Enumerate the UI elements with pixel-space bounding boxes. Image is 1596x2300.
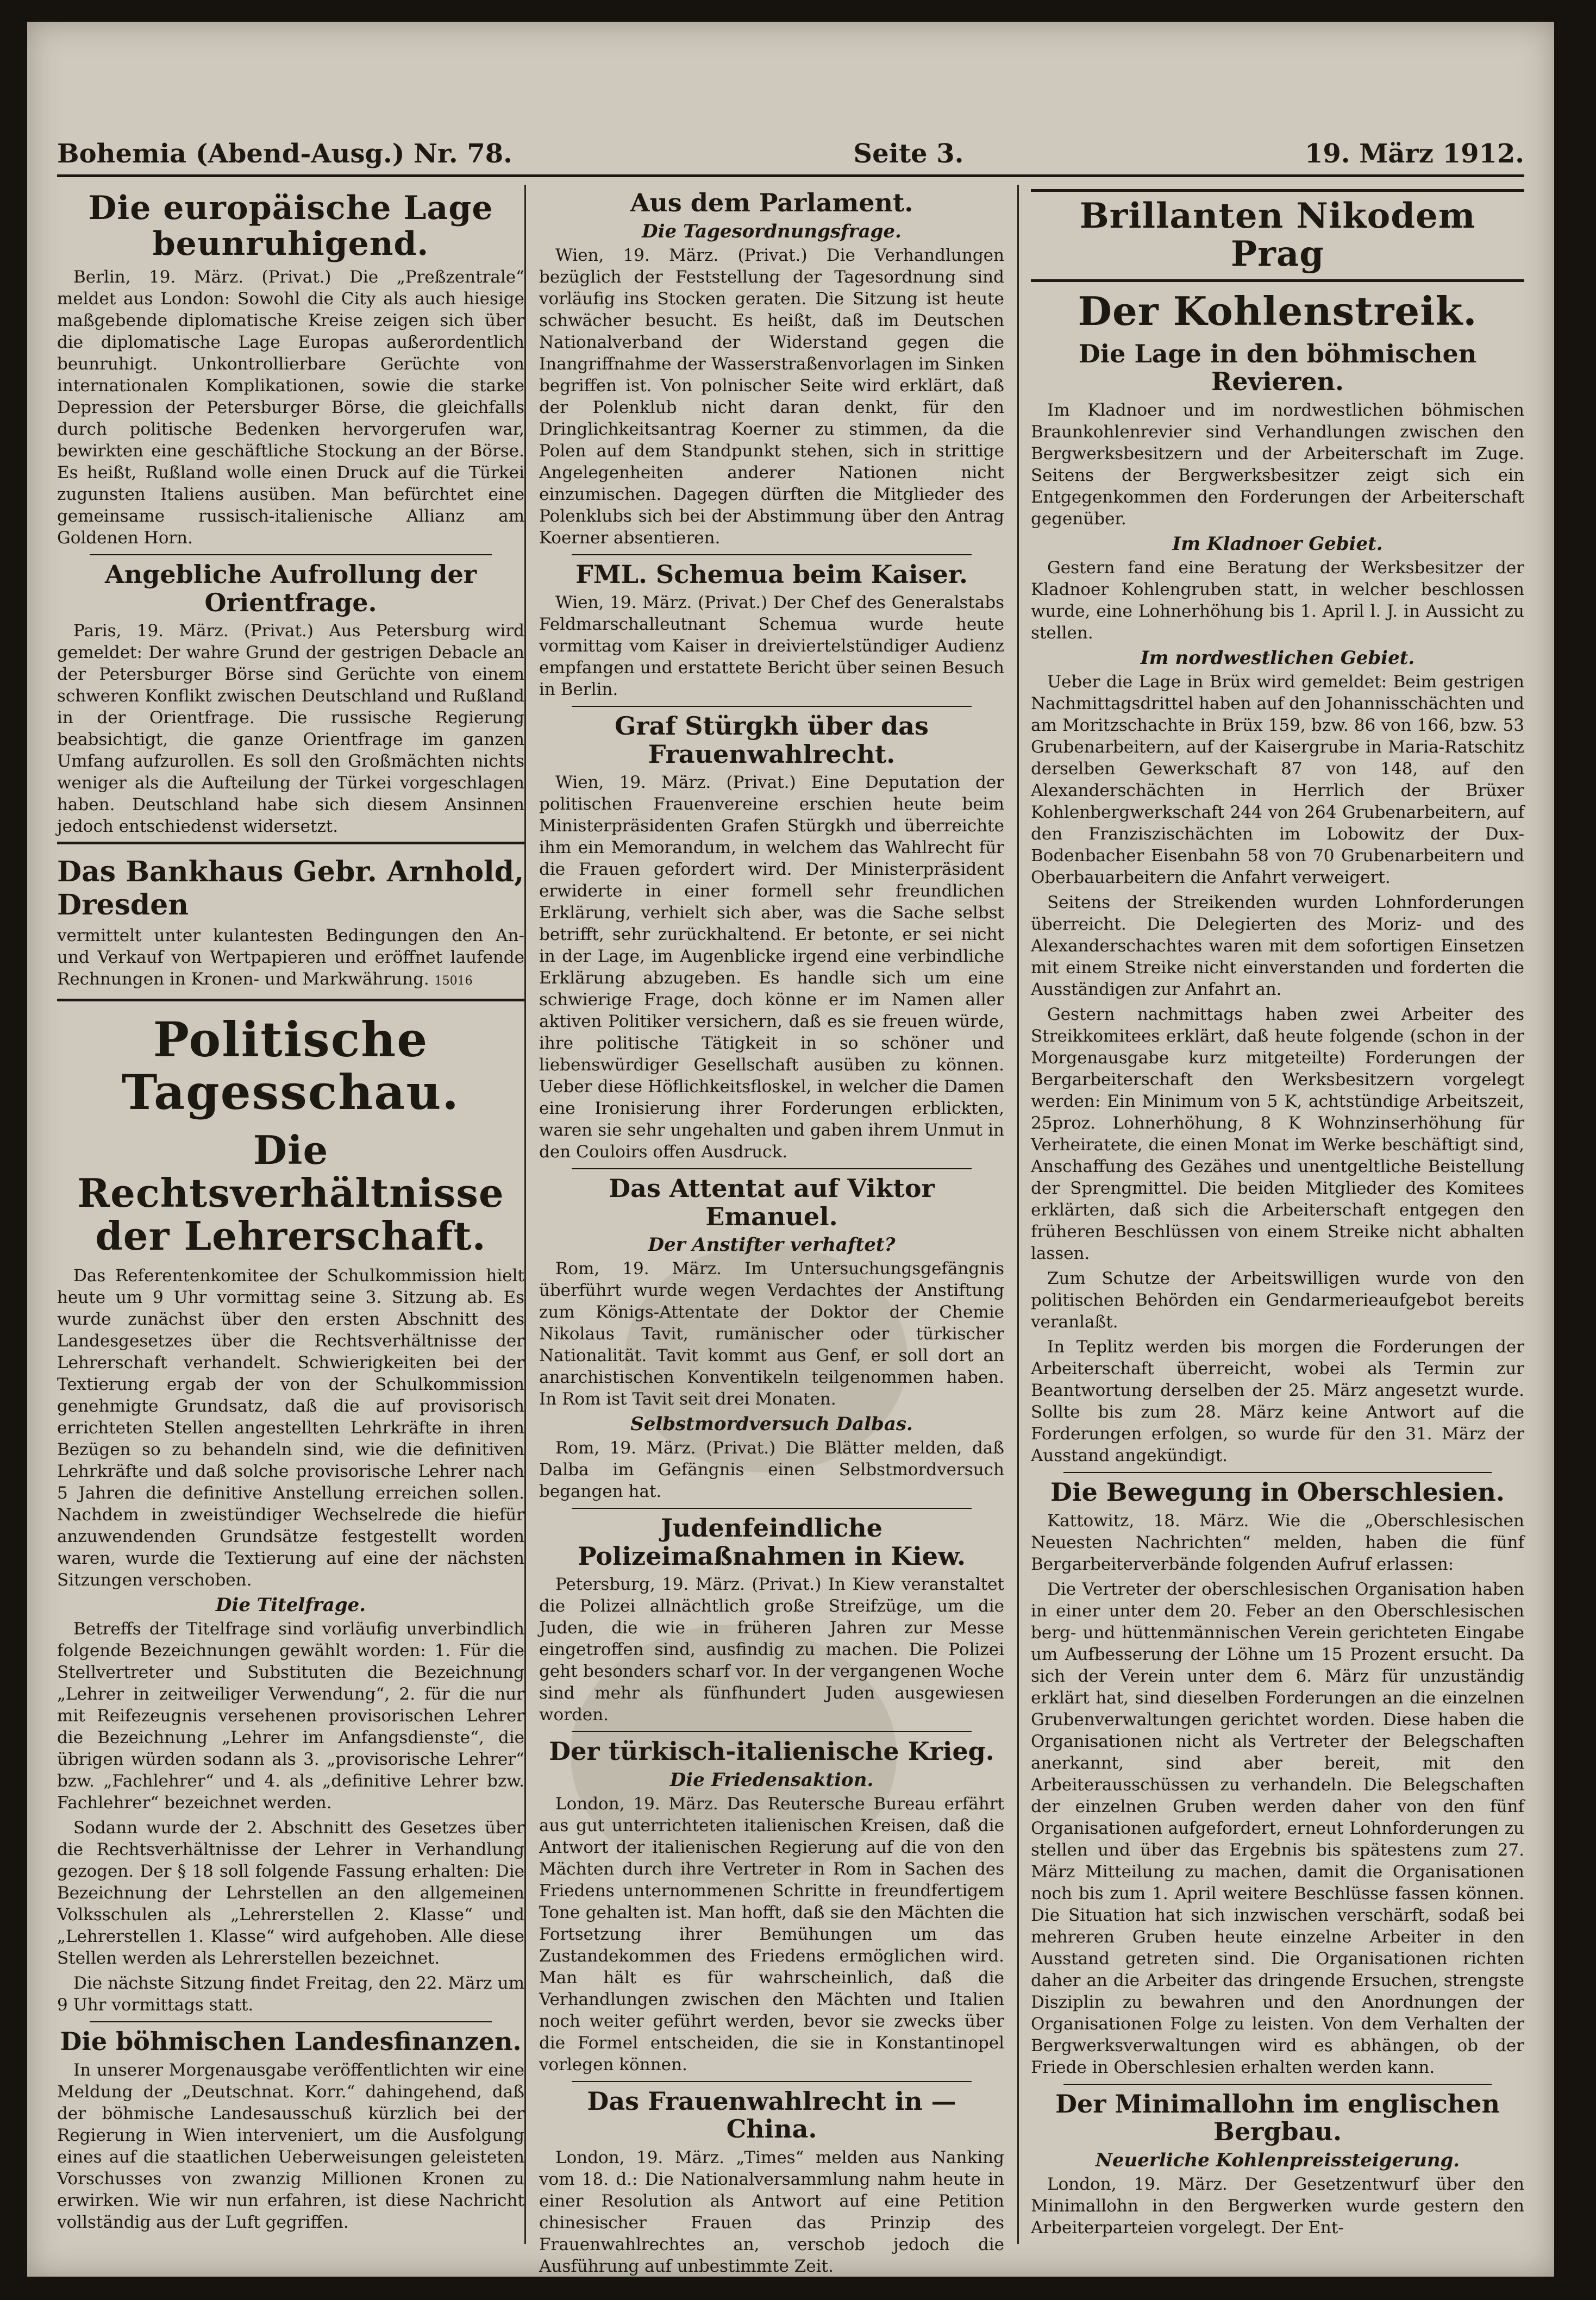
subhead-nordwest: Im nordwestlichen Gebiet. xyxy=(1140,647,1415,669)
headline-krieg: Der türkisch-italienische Krieg. xyxy=(549,1737,994,1766)
header-date: 19. März 1912. xyxy=(1304,139,1524,169)
column-left xyxy=(57,185,524,2244)
headline-oberschlesien: Die Bewegung in Oberschlesien. xyxy=(1050,1477,1505,1507)
ad-title-nikodem: Brillanten Nikodem Prag xyxy=(1079,196,1476,275)
newspaper-page xyxy=(27,22,1554,2277)
article-rechtsverhaeltnisse-1: Das Referentenkomitee der Schulkommission hielt heute um 9 Uhr vormittag seine 3. Sitzung ab. Es wurde zunächst über den ersten Abschnitt des Landesgesetzes über die Rechtsverhältnisse der Lehrerschaft verhandelt. Schwierigkeiten bei der Textierung ergab der von der Schulkommission genehmigte Grundsatz, daß die auf provisorisch errichteten Stellen angestellten Lehrkräfte in ihren Bezügen so zu behandeln sind, wie die definitiven Lehrkräfte und daß solche provisorische Lehrer nach 5 Jahren die definitive Anstellung erreichen sollen. Nachdem in zweistündiger Wechselrede die hiefür anzuwendenden Grundsätze festgestellt worden waren, wurde die Textierung auf eine der nächsten Sitzungen verschoben. xyxy=(57,1266,524,1590)
subhead-dalba: Selbstmordversuch Dalbas. xyxy=(630,1413,913,1436)
divider xyxy=(572,1168,972,1169)
article-nordwest-3: Gestern nachmittags haben zwei Arbeiter des Streikkomitees erklärt, daß heute folgende (schon in der Morgenausgabe kurz mitgeteilte) Forderungen der Bergarbeiterschaft den Werksbesitzern vorgelegt werden: Ein Minimum von 5 K, achtstündige Arbeitszeit, 25proz. Lohnerhöhung, 8 K Wohnzinserhöhung für Verheiratete, die einen Monat im Werke beschäftigt sind, Anschaffung des Gezähes und unentgeltliche Beistellung der Sprengmittel. Die beiden Mitglieder des Komitees erklärten, daß sich die Arbeiterschaft entgegen den früheren Beschlüssen von einem Streike nicht abhalten lassen. xyxy=(1031,1005,1524,1263)
article-nordwest-5: In Teplitz werden bis morgen die Forderungen der Arbeiterschaft überreicht, wobei als Termin zur Beantwortung derselben der 25. März angesetzt wurde. Sollte bis zum 28. März keine Antwort auf die Forderungen erfolgen, so wurde für den 31. März der Ausstand angekündigt. xyxy=(1031,1337,1524,1465)
headline-attentat: Das Attentat auf Viktor Emanuel. xyxy=(609,1174,935,1231)
article-orientfrage: Paris, 19. März. (Privat.) Aus Petersburg wird gemeldet: Der wahre Grund der gestrigen Debacle an der Petersburger Börse sind Gerüchte von einem schweren Konflikt zwischen Deutschland und Rußland in der Orientfrage. Die russische Regierung beabsichtigt, die ganze Orientfrage im ganzen Umfang aufzurollen. Es soll den Großmächten nichts weniger als die Aufteilung der Türkei vorgeschlagen haben. Deutschland habe sich diesem Ansinnen jedoch entschiedenst widersetzt. xyxy=(57,621,524,837)
article-parlament: Wien, 19. März. (Privat.) Die Verhandlungen bezüglich der Feststellung der Tagesordnung sind vorläufig ins Stocken geraten. Die Sitzung ist heute schwächer besucht. Es heißt, daß im Deutschen Nationalverband der Widerstand gegen die Inangriffnahme der Wasserstraßenvorlagen im Sinken begriffen ist. Von polnischer Seite wird erklärt, daß der Polenklub nicht daran denkt, für den Dringlichkeitsantrag Koerner zu stimmen, da die Polen auf dem Standpunkt stehen, sich in strittige Angelegenheiten anderer Nationen nicht einzumischen. Dagegen dürften die Mitglieder des Polenklubs sich bei der Abstimmung über den Antrag Koerner absentieren. xyxy=(539,245,1004,548)
header-left: Bohemia (Abend-Ausg.) Nr. 78. xyxy=(57,139,512,169)
article-rechtsverhaeltnisse-3: Sodann wurde der 2. Abschnitt des Gesetzes über die Rechtsverhältnisse der Lehrer in Verhandlung gezogen. Der § 18 soll folgende Fassung erhalten: Die Bezeichnung der Lehrstellen an den allgemeinen Volksschulen als „Lehrerstellen 2. Klasse“ und „Lehrerstellen 1. Klasse“ wird aufgehoben. Alle diese Stellen werden als Lehrerstellen bezeichnet. xyxy=(57,1818,524,1969)
article-europaeische-lage: Berlin, 19. März. (Privat.) Die „Preßzentrale“ meldet aus London: Sowohl die City als auch hiesige maßgebende diplomatische Kreise zeigen sich über die diplomatische Lage Europas außerordentlich beunruhigt. Unkontrollierbare Gerüchte von internationalen Komplikationen, sowie die starke Depression der Petersburger Börse, die gleichfalls durch politische Bedenken hervorgerufen war, bewirkten eine geschäftliche Stockung an der Börse. Es heißt, Rußland wolle einen Druck auf die Türkei zugunsten Italiens ausüben. Man befürchtet eine gemeinsame russisch-italienische Allianz am Goldenen Horn. xyxy=(57,267,524,548)
headline-landesfinanzen: Die böhmischen Landesfinanzen. xyxy=(60,2027,522,2057)
article-boehmische-reviere: Im Kladnoer und im nordwestlichen böhmischen Braunkohlenrevier sind Verhandlungen zwischen den Bergwerksbesitzern und der Arbeiterschaft im Zuge. Seitens der Bergwerksbesitzer zeigt sich ein Entgegenkommen den Forderungen der Arbeiterschaft gegenüber. xyxy=(1031,400,1524,529)
headline-kohlenstreik: Der Kohlenstreik. xyxy=(1078,287,1478,334)
article-oberschlesien-2: Die Vertreter der oberschlesischen Organisation haben in einer unter dem 20. Feber an den Oberschlesischen berg- und hüttenmännischen Verein gerichteten Eingabe um Aufbesserung der Löhne um 15 Prozent ersucht. Da sich der Verein unter dem 6. März für unzuständig erklärt hat, sind dieselben Forderungen an die einzelnen Grubenverwaltungen gerichtet worden. Diese haben die Organisationen nicht als Vertreter der Belegschaften anerkannt, sind aber bereit, mit den Arbeiterausschüssen zu verhandeln. Die Belegschaften der einzelnen Gruben werden daher von den fünf Organisationen aufgefordert, erneut Lohnforderungen zu stellen und über das Ergebnis bis spätestens zum 27. März Mitteilung zu machen, damit die Organisationen noch bis zum 1. April weitere Beschlüsse fassen können. Die Situation hat sich inzwischen verschärft, sodaß bei mehreren Gruben heute einzelne Arbeiter in den Ausstand getreten sind. Die Organisationen richten daher an die Arbeiter das dringende Ersuchen, strengste Disziplin zu bewahren und den Anordnungen der Organisationen Folge zu leisten. Von dem Verhalten der Bergwerksverwaltungen wird es abhängen, ob der Friede in Oberschlesien erhalten werden kann. xyxy=(1031,1579,1524,2077)
article-schemua: Wien, 19. März. (Privat.) Der Chef des Generalstabs Feldmarschalleutnant Schemua wurde heute vormittag vom Kaiser in dreiviertelstündiger Audienz empfangen und erstattete Bericht über seinen Besuch in Berlin. xyxy=(539,593,1004,700)
article-china: London, 19. März. „Times“ melden aus Nanking vom 18. d.: Die Nationalversammlung nahm heute in einer Resolution als Antwort auf eine Petition chinesischer Frauen das Prinzip des Frauenwahlrechtes an, verschob jedoch die Ausführung auf unbestimmte Zeit. xyxy=(539,2147,1004,2276)
header-page-number: Seite 3. xyxy=(853,139,964,169)
article-landesfinanzen: In unserer Morgenausgabe veröffentlichten wir eine Meldung der „Deutschnat. Korr.“ dahingehend, daß der böhmische Landesausschuß kürzlich bei der Regierung in Wien interveniert, um die Ausfolgung eines auf die staatlichen Ueberweisungen geleisteten Vorschusses von zwanzig Millionen Kronen zu erwirken. Wie wir nun erfahren, ist diese Nachricht vollständig aus der Luft gegriffen. xyxy=(57,2060,524,2232)
advertisement-arnhold xyxy=(57,842,524,1001)
headline-schemua: FML. Schemua beim Kaiser. xyxy=(575,559,968,589)
article-dalba: Rom, 19. März. (Privat.) Die Blätter melden, daß Dalba im Gefängnis einen Selbstmordversuch begangen hat. xyxy=(539,1438,1004,1502)
page-header xyxy=(57,130,1524,177)
article-attentat: Rom, 19. März. Im Untersuchungsgefängnis überführt wurde wegen Verdachtes der Anstiftung zum Königs-Attentate der Doktor der Chemie Nikolaus Tavit, rumänischer oder türkischer Nationalität. Tavit kommt aus Genf, er soll dort an anarchistischen Konventikeln teilgenommen haben. In Rom ist Tavit seit drei Monaten. xyxy=(539,1259,1004,1409)
headline-kiew: Judenfeindliche Polizeimaßnahmen in Kiew. xyxy=(577,1513,966,1571)
divider xyxy=(572,1508,972,1509)
article-nordwest-1: Ueber die Lage in Brüx wird gemeldet: Beim gestrigen Nachmittagsdrittel haben auf den Johannisschächten und am Moritzschachte in Brüx 159, bzw. 86 von 166, bzw. 53 Grubenarbeitern, auf der Kaisergrube in Maria-Ratschitz derselben Gewerkschaft 87 von 148, auf den Alexanderschächten in Herrlich der Brüxer Kohlenbergwerkschaft 244 von 264 Grubenarbeitern, auf den Franziszischächten im Lobowitz der Dux-Bodenbacher Eisenbahn 58 von 70 Grubenarbeitern und Oberbauarbeitern die Anfahrt verweigert. xyxy=(1031,672,1524,887)
divider xyxy=(572,1731,972,1732)
headline-rechtsverhaeltnisse: Die Rechtsverhältnisse der Lehrerschaft. xyxy=(77,1126,504,1259)
headline-minimallohn: Der Minimallohn im englischen Bergbau. xyxy=(1055,2089,1500,2147)
article-rechtsverhaeltnisse-2: Betreffs der Titelfrage sind vorläufig unverbindlich folgende Bezeichnungen gewählt worden: 1. Für die Stellvertreter und Substituten die Bezeichnung „Lehrer in zeitweiliger Verwendung“, 2. für die nur mit Reifezeugnis versehenen provisorischen Lehrer die Bezeichnung „Lehrer im Anfangsdienste“, die übrigen würden sodann als 3. „provisorische Lehrer“ bzw. „Fachlehrer“ und 4. als „definitive Lehrer bzw. Fachlehrer“ bezeichnet werden. xyxy=(57,1619,524,1813)
divider xyxy=(1063,1472,1492,1473)
divider xyxy=(572,706,972,707)
ad-text-arnhold xyxy=(57,925,524,992)
headline-orientfrage: Angebliche Aufrollung der Orientfrage. xyxy=(105,560,477,617)
divider xyxy=(1063,2084,1492,2085)
article-oberschlesien-1: Kattowitz, 18. März. Wie die „Oberschlesischen Neuesten Nachrichten“ melden, haben die fünf Bergarbeiterverbände folgenden Aufruf erlassen: xyxy=(1031,1511,1524,1574)
advertisement-nikodem xyxy=(1031,189,1524,282)
ad-title-arnhold: Das Bankhaus Gebr. Arnhold, Dresden xyxy=(57,855,524,922)
divider xyxy=(572,2081,972,2082)
subhead-tagesordnung: Die Tagesordnungsfrage. xyxy=(642,220,902,242)
divider xyxy=(90,554,492,555)
article-krieg: London, 19. März. Das Reutersche Bureau erfährt aus gut unterrichteten italienischen Kreisen, daß die Antwort der italienischen Regierung auf die von den Mächten durch ihre Vertreter in Rom in Sachen des Friedens unternommenen Schritte in freundfertigem Tone gehalten ist. Man hofft, daß sie den Mächten die Fortsetzung ihrer Bemühungen um das Zustandekommen des Friedens ermöglichen wird. Man hält es für wahrscheinlich, daß die Verhandlungen zwischen den Mächten und Italien noch weiter geführt werden, bevor sie zwecks über die Formel entscheiden, die sie in Konstantinopel vorlegen können. xyxy=(539,1794,1004,2075)
ad-body: vermittelt unter kulantesten Bedingungen den An- und Verkauf von Wertpapieren und eröffnet laufende Rechnungen in Kronen- und Markwährung. xyxy=(57,926,524,989)
headline-stuergkh: Graf Stürgkh über das Frauenwahlrecht. xyxy=(615,711,929,769)
section-title-tagesschau: Politische Tagesschau. xyxy=(122,1011,460,1120)
article-stuergkh: Wien, 19. März. (Privat.) Eine Deputation der politischen Frauenvereine erschien heute beim Ministerpräsidenten Grafen Stürgkh und überreichte ihm ein Memorandum, in welchem das Wahlrecht für die Frauen gefordert wird. Der Ministerpräsident erwiderte in einer formell sehr freundlichen Erklärung, verhielt sich aber, was die Sache selbst betrifft, sehr zurückhaltend. Er betonte, er sei nicht in der Lage, im Augenblicke irgend eine verbindliche Erklärung abzugeben. Es handle sich um eine schwierige Frage, doch könne er im Namen aller aktiven Politiker versichern, daß es sie freuen würde, ihre politische Tätigkeit in so schöner und liebenswürdiger Gesellschaft ausüben zu können. Ueber diese Höflichkeitsfloskel, in welcher die Damen eine Ironisierung ihrer Forderungen erblickten, waren sie sehr ungehalten und gaben ihrem Unmut in den Couloirs offen Ausdruck. xyxy=(539,773,1004,1162)
divider xyxy=(90,2021,492,2022)
subhead-kohlenpreis: Neuerliche Kohlenpreissteigerung. xyxy=(1095,2149,1460,2171)
article-kladno: Gestern fand eine Beratung der Werksbesitzer der Kladnoer Kohlengruben statt, in welcher beschlossen wurde, eine Lohnerhöhung bis 1. April l. J. in Aussicht zu stellen. xyxy=(1031,558,1524,643)
headline-europaeische-lage: Die europäische Lage beunruhigend. xyxy=(88,189,493,263)
subhead-kladno: Im Kladnoer Gebiet. xyxy=(1172,533,1383,555)
article-minimallohn: London, 19. März. Der Gesetzentwurf über den Minimallohn in den Bergwerken wurde gestern den Arbeiterparteien vorgelegt. Der Ent- xyxy=(1031,2174,1524,2238)
subhead-titelfrage: Die Titelfrage. xyxy=(215,1594,366,1616)
article-kiew: Petersburg, 19. März. (Privat.) In Kiew veranstaltet die Polizei allnächtlich große Streifzüge, um die Juden, die wie in früheren Jahren zur Messe eingetroffen sind, ausfindig zu machen. Die Polizei geht besonders scharf vor. In der vergangenen Woche sind mehr als fünfhundert Juden ausgewiesen worden. xyxy=(539,1575,1004,1725)
subhead-anstifter: Der Anstifter verhaftet? xyxy=(648,1234,896,1256)
headline-china: Das Frauenwahlrecht in — China. xyxy=(587,2086,956,2144)
article-nordwest-2: Seitens der Streikenden wurden Lohnforderungen überreicht. Die Delegierten des Moriz- und des Alexanderschachtes waren mit dem sofortigen Einsetzen mit einem Streike nicht einverstanden und forderten die Ausständigen zur Anfahrt an. xyxy=(1031,893,1524,999)
column-middle xyxy=(524,185,1019,2276)
article-rechtsverhaeltnisse-4: Die nächste Sitzung findet Freitag, den 22. März um 9 Uhr vormittags statt. xyxy=(57,1973,524,2015)
column-right xyxy=(1019,185,1524,2244)
divider xyxy=(572,554,972,555)
article-nordwest-4: Zum Schutze der Arbeitswilligen wurde von den politischen Behörden ein Gendarmerieaufgebot bereits veranlaßt. xyxy=(1031,1269,1524,1332)
subhead-boehmische-reviere: Die Lage in den böhmischen Revieren. xyxy=(1078,339,1477,397)
subhead-friedensaktion: Die Friedensaktion. xyxy=(669,1769,874,1791)
headline-parlament: Aus dem Parlament. xyxy=(630,188,913,217)
ad-code: 15016 xyxy=(434,974,473,988)
